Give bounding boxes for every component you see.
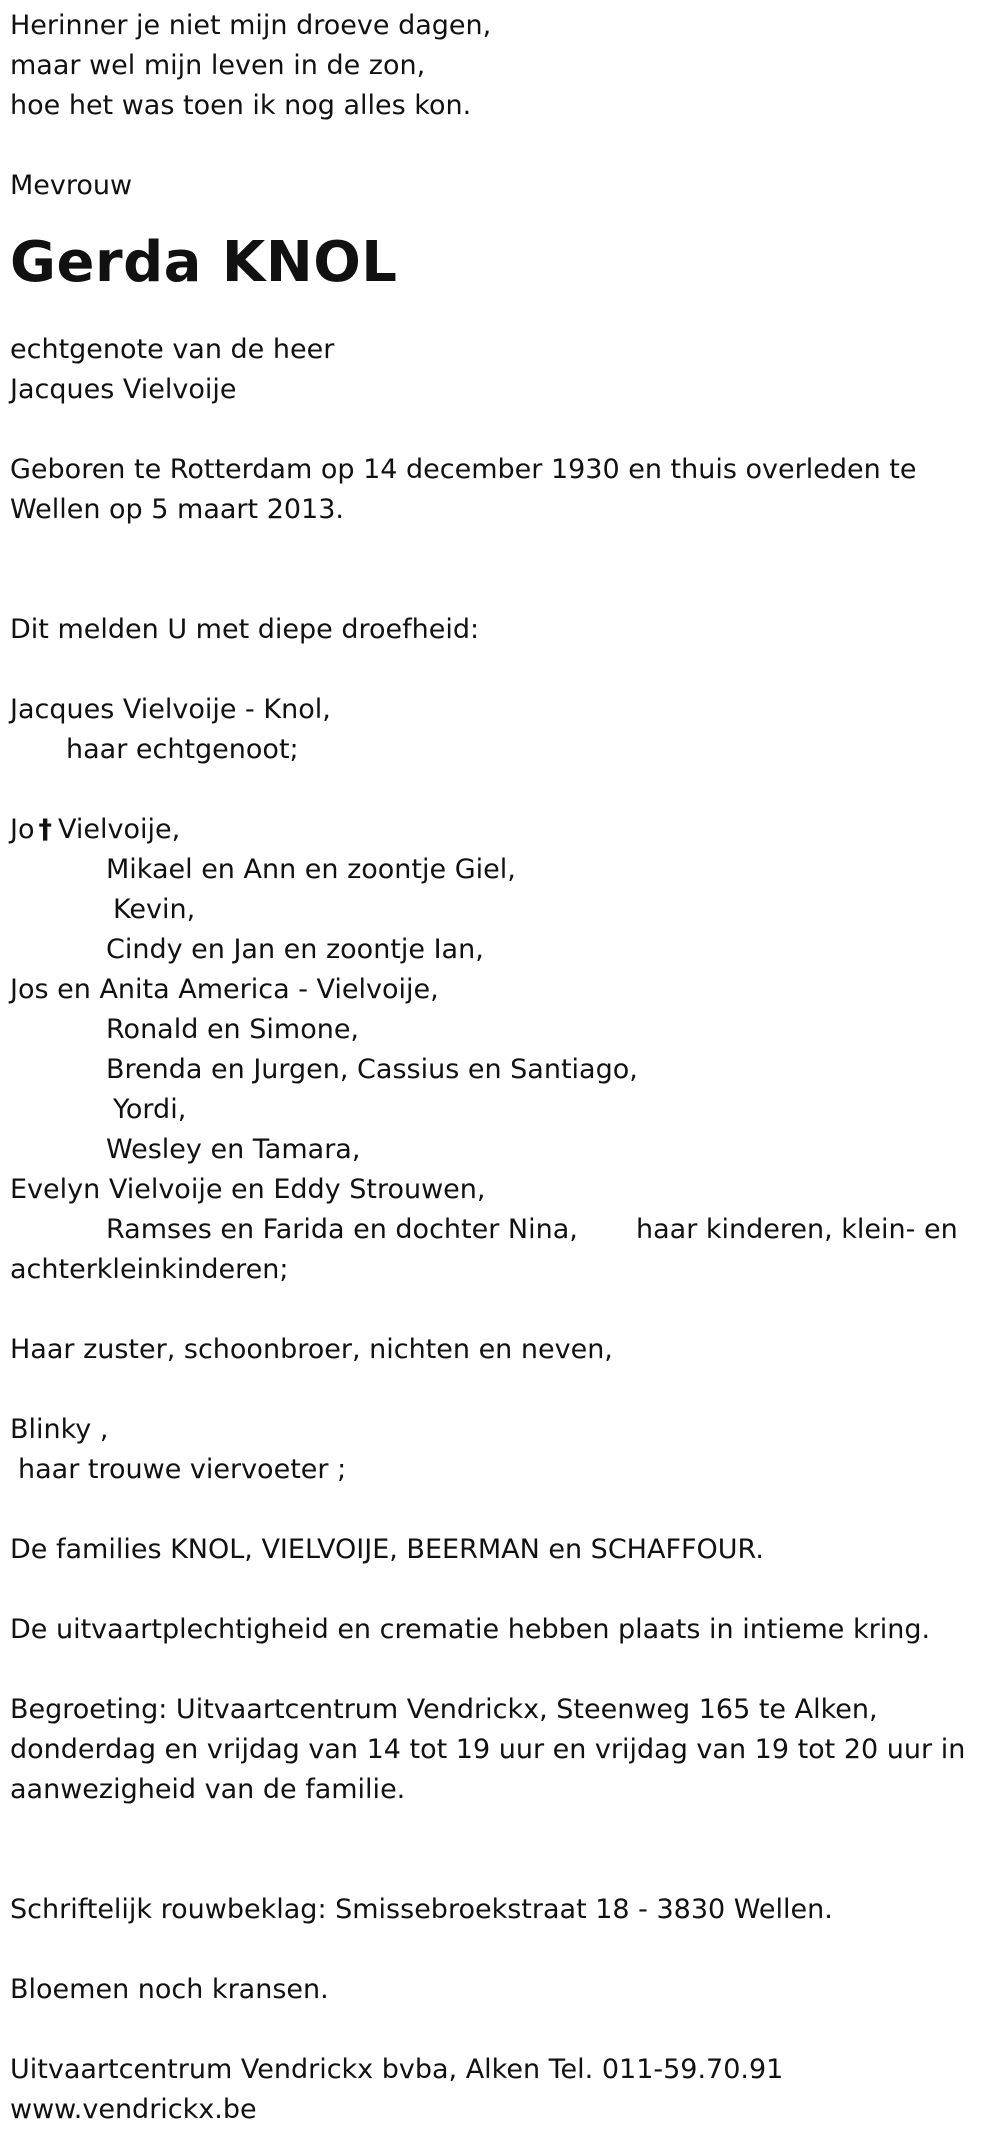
funeral-home-line: Uitvaartcentrum Vendrickx bvba, Alken Tel. 011-59.70.91 [10, 2054, 784, 2085]
greeting-line-2: donderdag en vrijdag van 14 tot 19 uur en vrijdag van 19 tot 20 uur in [10, 1734, 966, 1765]
grandchild-cindy: Cindy en Jan en zoontje Ian, [106, 934, 484, 965]
poem-line-1: Herinner je niet mijn droeve dagen, [10, 10, 492, 41]
child-evelyn: Evelyn Vielvoije en Eddy Strouwen, [10, 1174, 486, 1205]
flowers-line: Bloemen noch kransen. [10, 1974, 329, 2005]
greeting-line-1: Begroeting: Uitvaartcentrum Vendrickx, Steenweg 165 te Alken, [10, 1694, 878, 1725]
grandchild-kevin: Kevin, [113, 894, 196, 925]
grandchild-yordi: Yordi, [113, 1094, 187, 1125]
funeral-home-website: www.vendrickx.be [10, 2094, 257, 2125]
poem-line-2: maar wel mijn leven in de zon, [10, 50, 426, 81]
jo-suffix: Vielvoije, [57, 814, 181, 845]
spouse-line-1: echtgenote van de heer [10, 334, 335, 365]
birth-death-line-2: Wellen op 5 maart 2013. [10, 494, 344, 525]
grandchild-brenda: Brenda en Jurgen, Cassius en Santiago, [106, 1054, 638, 1085]
grandchild-wesley: Wesley en Tamara, [106, 1134, 361, 1165]
grandchild-mikael: Mikael en Ann en zoontje Giel, [106, 854, 516, 885]
cross-icon: † [38, 814, 52, 845]
pet-name: Blinky , [10, 1414, 109, 1445]
grandchild-ramses: Ramses en Farida en dochter Nina, [106, 1214, 578, 1245]
birth-death-line-1: Geboren te Rotterdam op 14 december 1930 en thuis overleden te [10, 454, 917, 485]
pet-role: haar trouwe viervoeter ; [18, 1454, 347, 1485]
sister-line: Haar zuster, schoonbroer, nichten en neven, [10, 1334, 613, 1365]
children-note-continued: achterkleinkinderen; [10, 1254, 289, 1285]
deceased-name: Gerda KNOL [10, 230, 398, 295]
families-line: De families KNOL, VIELVOIJE, BEERMAN en SCHAFFOUR. [10, 1534, 764, 1565]
poem-line-3: hoe het was toen ik nog alles kon. [10, 90, 472, 121]
salutation: Mevrouw [10, 170, 133, 201]
ceremony-line: De uitvaartplechtigheid en crematie hebben plaats in intieme kring. [10, 1614, 931, 1645]
husband-role: haar echtgenoot; [66, 734, 299, 765]
condolence-line: Schriftelijk rouwbeklag: Smissebroekstraat 18 - 3830 Wellen. [10, 1894, 833, 1925]
child-jos: Jos en Anita America - Vielvoije, [10, 974, 439, 1005]
spouse-line-2: Jacques Vielvoije [10, 374, 237, 405]
announcement: Dit melden U met diepe droefheid: [10, 614, 480, 645]
jo-prefix: Jo [10, 814, 35, 845]
grandchild-ronald: Ronald en Simone, [106, 1014, 360, 1045]
greeting-line-3: aanwezigheid van de familie. [10, 1774, 406, 1805]
children-note: haar kinderen, klein- en [636, 1214, 958, 1245]
child-jo [10, 810, 180, 850]
husband-name: Jacques Vielvoije - Knol, [10, 694, 331, 725]
